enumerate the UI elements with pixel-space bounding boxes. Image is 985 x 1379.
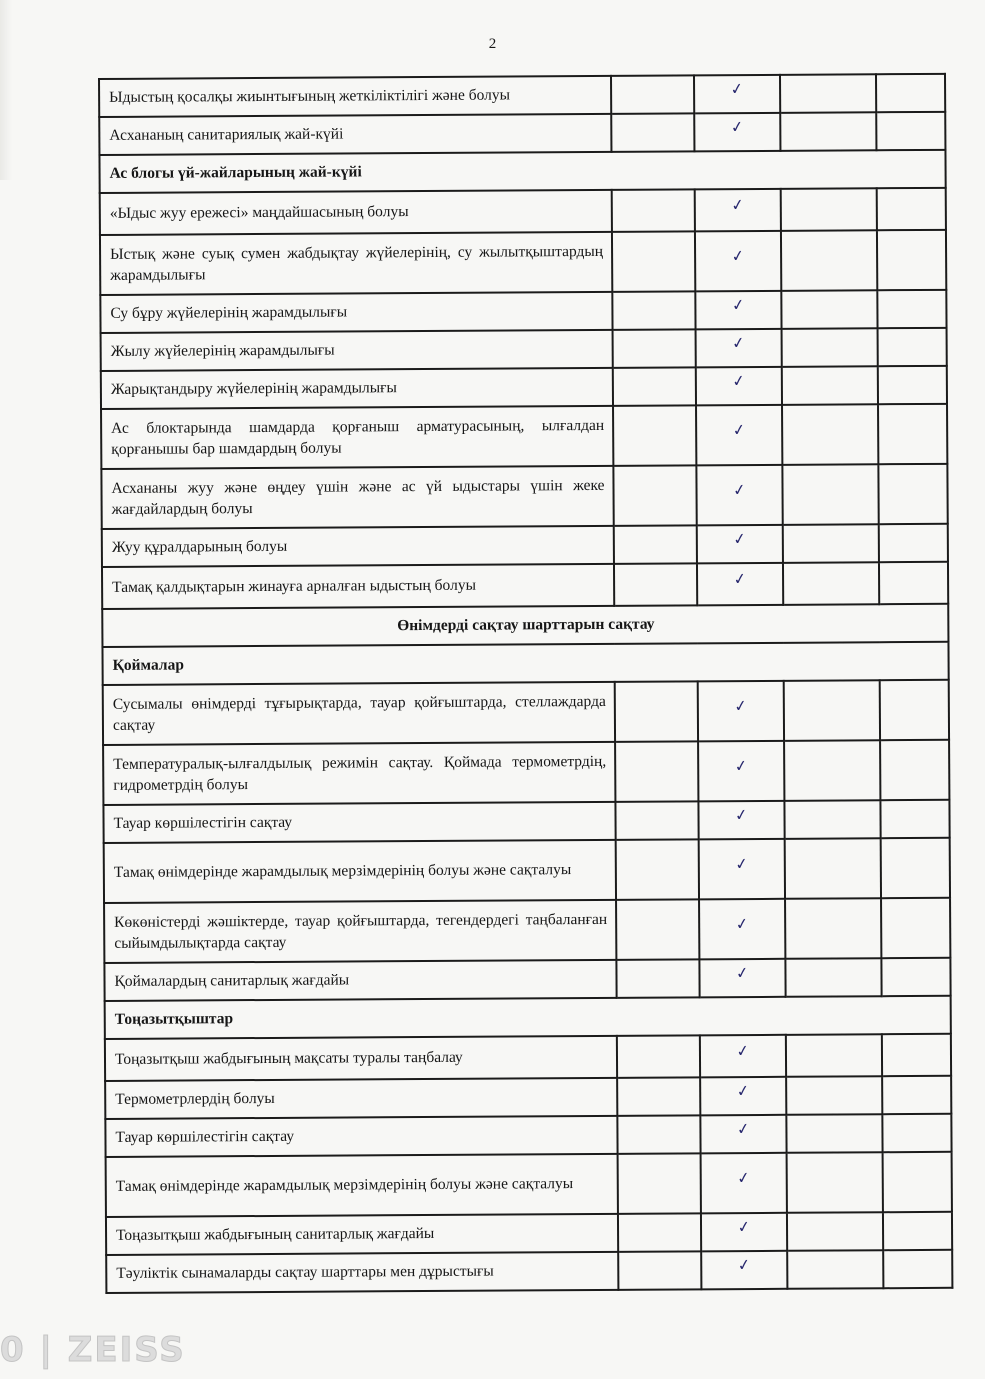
section-heading: Өнімдерді сақтау шарттарын сақтау [102, 604, 948, 647]
handwritten-check-icon: ✓ [735, 1081, 751, 1101]
criterion-label: Термометрлердің болуы [105, 1078, 617, 1119]
inspection-checklist-table [98, 73, 953, 1294]
answer-cell-empty [780, 112, 876, 151]
table-row [101, 328, 947, 371]
table-row [103, 800, 949, 843]
answer-cell-empty [880, 800, 949, 838]
handwritten-check-icon: ✓ [734, 963, 751, 983]
criterion-label: Ыстық және суық сумен жабдықтау жүйелерінің, су жылытқыштардың жарамдылығы [100, 232, 612, 295]
answer-cell-empty [614, 525, 697, 564]
table-row [102, 562, 948, 609]
section-heading: Қоймалар [102, 642, 948, 685]
answer-cell-empty [787, 1212, 883, 1251]
answer-cell-empty [878, 464, 947, 524]
answer-cell-empty [879, 562, 948, 604]
criterion-label: Ыдыстың қосалқы жиынтығының жеткіліктілігі және болуы [99, 76, 611, 117]
checklist-body [99, 74, 952, 1293]
handwritten-check-icon: ✓ [732, 569, 748, 589]
answer-cell-empty [617, 1077, 700, 1116]
answer-cell-empty [618, 1251, 701, 1290]
answer-cell-check [700, 1035, 786, 1078]
answer-cell-empty [784, 800, 880, 839]
answer-cell-empty [787, 1152, 883, 1213]
answer-cell-empty [612, 291, 695, 330]
answer-cell-empty [616, 959, 699, 998]
answer-cell-empty [883, 1152, 952, 1212]
answer-cell-empty [613, 405, 696, 466]
section-heading: Тоңазытқыштар [105, 996, 951, 1039]
answer-cell-empty [785, 958, 881, 997]
answer-cell-empty [612, 189, 695, 232]
answer-cell-check [699, 959, 785, 998]
handwritten-check-icon: ✓ [729, 117, 745, 137]
table-row [105, 1034, 951, 1081]
section-row [99, 150, 945, 193]
answer-cell-empty [782, 464, 878, 525]
handwritten-check-icon: ✓ [730, 246, 746, 266]
table-row [99, 74, 945, 117]
answer-cell-check [700, 1115, 786, 1154]
handwritten-check-icon: ✓ [735, 1119, 752, 1139]
table-row [105, 1114, 951, 1157]
criterion-label: Температуралық-ылғалдылық режимін сақтау. Қоймада термометрдің, гидрометрдің болуы [103, 742, 615, 805]
answer-cell-empty [611, 113, 694, 152]
criterion-label: Тоңазытқыш жабдығының санитарлық жағдайы [106, 1214, 618, 1255]
answer-cell-empty [617, 1035, 700, 1078]
table-row [100, 188, 946, 235]
handwritten-check-icon: ✓ [733, 805, 750, 825]
answer-cell-empty [616, 899, 699, 960]
answer-cell-check [697, 525, 783, 564]
answer-cell-check [694, 75, 780, 114]
answer-cell-empty [783, 562, 879, 605]
answer-cell-empty [616, 839, 699, 900]
answer-cell-empty [882, 1076, 951, 1114]
answer-cell-empty [782, 404, 878, 465]
criterion-label: Тамақ қалдықтарын жинауға арналған ыдыстың болуы [102, 564, 614, 609]
answer-cell-empty [781, 290, 877, 329]
answer-cell-check [701, 1153, 787, 1214]
answer-cell-empty [612, 231, 695, 292]
answer-cell-check [696, 329, 782, 368]
answer-cell-empty [881, 898, 950, 958]
criterion-label: Сусымалы өнімдерді тұғырықтарда, тауар қойғыштарда, стеллаждарда сақтау [103, 682, 615, 745]
answer-cell-empty [618, 1153, 701, 1214]
answer-cell-empty [613, 329, 696, 368]
criterion-label: Тоңазытқыш жабдығының мақсаты туралы таңбалау [105, 1036, 617, 1081]
answer-cell-check [695, 231, 781, 292]
answer-cell-empty [617, 1115, 700, 1154]
answer-cell-empty [781, 230, 877, 291]
answer-cell-empty [883, 1250, 952, 1288]
table-row [101, 404, 947, 469]
answer-cell-empty [880, 680, 949, 740]
answer-cell-check [699, 899, 785, 960]
answer-cell-empty [877, 188, 946, 230]
table-row [106, 1250, 952, 1293]
handwritten-check-icon: ✓ [731, 480, 748, 500]
answer-cell-check [698, 741, 784, 802]
handwritten-check-icon: ✓ [731, 420, 747, 440]
criterion-label: Жарықтандыру жүйелерінің жарамдылығы [101, 368, 613, 409]
answer-cell-empty [879, 524, 948, 562]
criterion-label: Тамақ өнімдерінде жарамдылық мерзімдерінің болуы және сақталуы [106, 1154, 618, 1217]
answer-cell-empty [613, 367, 696, 406]
table-row [104, 838, 950, 903]
table-row [103, 680, 949, 745]
answer-cell-check [695, 291, 781, 330]
section-heading: Ас блогы үй-жайларының жай-күйі [99, 150, 945, 193]
answer-cell-check [701, 1251, 787, 1290]
handwritten-check-icon: ✓ [734, 914, 750, 934]
answer-cell-empty [882, 1114, 951, 1152]
criterion-label: Тәуліктік сынамаларды сақтау шарттары мен дұрыстығы [106, 1252, 618, 1293]
paper-edge-shadow [0, 0, 12, 180]
page-number: 2 [488, 36, 497, 52]
answer-cell-check [700, 1077, 786, 1116]
answer-cell-empty [782, 366, 878, 405]
criterion-label: Жуу құралдарының болуы [102, 526, 614, 567]
table-row [100, 230, 946, 295]
table-row [103, 740, 949, 805]
answer-cell-empty [785, 838, 881, 899]
handwritten-check-icon: ✓ [735, 1168, 752, 1188]
handwritten-check-icon: ✓ [736, 1255, 752, 1275]
answer-cell-empty [786, 1034, 882, 1077]
answer-cell-empty [614, 563, 697, 606]
answer-cell-empty [785, 898, 881, 959]
answer-cell-empty [877, 290, 946, 328]
answer-cell-empty [618, 1213, 701, 1252]
answer-cell-empty [878, 366, 947, 404]
answer-cell-check [699, 839, 785, 900]
table-row [106, 1212, 952, 1255]
answer-cell-empty [615, 681, 698, 742]
table-row [105, 1076, 951, 1119]
handwritten-check-icon: ✓ [731, 529, 748, 549]
answer-cell-empty [882, 1034, 951, 1076]
answer-cell-empty [883, 1212, 952, 1250]
answer-cell-empty [611, 75, 694, 114]
handwritten-check-icon: ✓ [733, 854, 750, 874]
handwritten-check-icon: ✓ [730, 333, 747, 353]
answer-cell-check [695, 189, 781, 232]
criterion-label: Көкөністерді жәшіктерде, тауар қойғыштарда, тегендердегі таңбаланған сыйымдылықтарда сақтау [104, 900, 616, 963]
criterion-label: Жылу жүйелерінің жарамдылығы [101, 330, 613, 371]
table-row [99, 112, 945, 155]
handwritten-check-icon: ✓ [729, 195, 746, 215]
answer-cell-check [696, 367, 782, 406]
table-row [102, 524, 948, 567]
criterion-label: Қоймалардың санитарлық жағдайы [104, 960, 616, 1001]
answer-cell-empty [615, 741, 698, 802]
table-row [104, 958, 950, 1001]
handwritten-check-icon: ✓ [729, 79, 745, 99]
answer-cell-empty [881, 838, 950, 898]
handwritten-check-icon: ✓ [735, 1041, 751, 1061]
handwritten-check-icon: ✓ [732, 696, 749, 716]
handwritten-check-icon: ✓ [736, 1217, 752, 1237]
answer-cell-empty [786, 1114, 882, 1153]
section-row [105, 996, 951, 1039]
answer-cell-empty [881, 958, 950, 996]
answer-cell-check [701, 1213, 787, 1252]
criterion-label: Асхананы жуу және өңдеу үшін және ас үй ыдыстары үшін жеке жағдайлардың болуы [101, 466, 613, 529]
answer-cell-empty [781, 188, 877, 231]
table-row [106, 1152, 952, 1217]
handwritten-check-icon: ✓ [730, 371, 747, 391]
answer-cell-check [698, 681, 784, 742]
section-row [102, 642, 948, 685]
criterion-label: Асхананың санитариялық жай-күйі [99, 114, 611, 155]
answer-cell-empty [615, 801, 698, 840]
criterion-label: Тауар көршілестігін сақтау [103, 802, 615, 843]
answer-cell-empty [876, 112, 945, 150]
criterion-label: «Ыдыс жуу ережесі» маңдайшасының болуы [100, 190, 612, 235]
answer-cell-check [696, 465, 782, 526]
answer-cell-empty [786, 1076, 882, 1115]
criterion-label: Су бұру жүйелерінің жарамдылығы [100, 292, 612, 333]
answer-cell-empty [782, 328, 878, 367]
answer-cell-check [698, 801, 784, 840]
answer-cell-empty [784, 680, 880, 741]
answer-cell-empty [783, 524, 879, 563]
criterion-label: Тауар көршілестігін сақтау [105, 1116, 617, 1157]
answer-cell-empty [877, 230, 946, 290]
camera-watermark: 0 | ZEISS [0, 1330, 186, 1370]
table-row [100, 290, 946, 333]
table-row [101, 464, 947, 529]
answer-cell-check [694, 113, 780, 152]
handwritten-check-icon: ✓ [730, 295, 747, 315]
answer-cell-empty [878, 404, 947, 464]
answer-cell-empty [880, 740, 949, 800]
answer-cell-empty [780, 74, 876, 113]
answer-cell-check [697, 563, 783, 606]
table-row [101, 366, 947, 409]
answer-cell-empty [878, 328, 947, 366]
section-row [102, 604, 948, 647]
answer-cell-empty [613, 465, 696, 526]
answer-cell-empty [784, 740, 880, 801]
answer-cell-check [696, 405, 782, 466]
handwritten-check-icon: ✓ [733, 756, 749, 776]
table-row [104, 898, 950, 963]
answer-cell-empty [787, 1250, 883, 1289]
answer-cell-empty [876, 74, 945, 112]
criterion-label: Тамақ өнімдерінде жарамдылық мерзімдерінің болуы және сақталуы [104, 840, 616, 903]
criterion-label: Ас блоктарында шамдарда қорғаныш арматурасының, ылғалдан қорғанышы бар шамдардың болуы [101, 406, 613, 469]
